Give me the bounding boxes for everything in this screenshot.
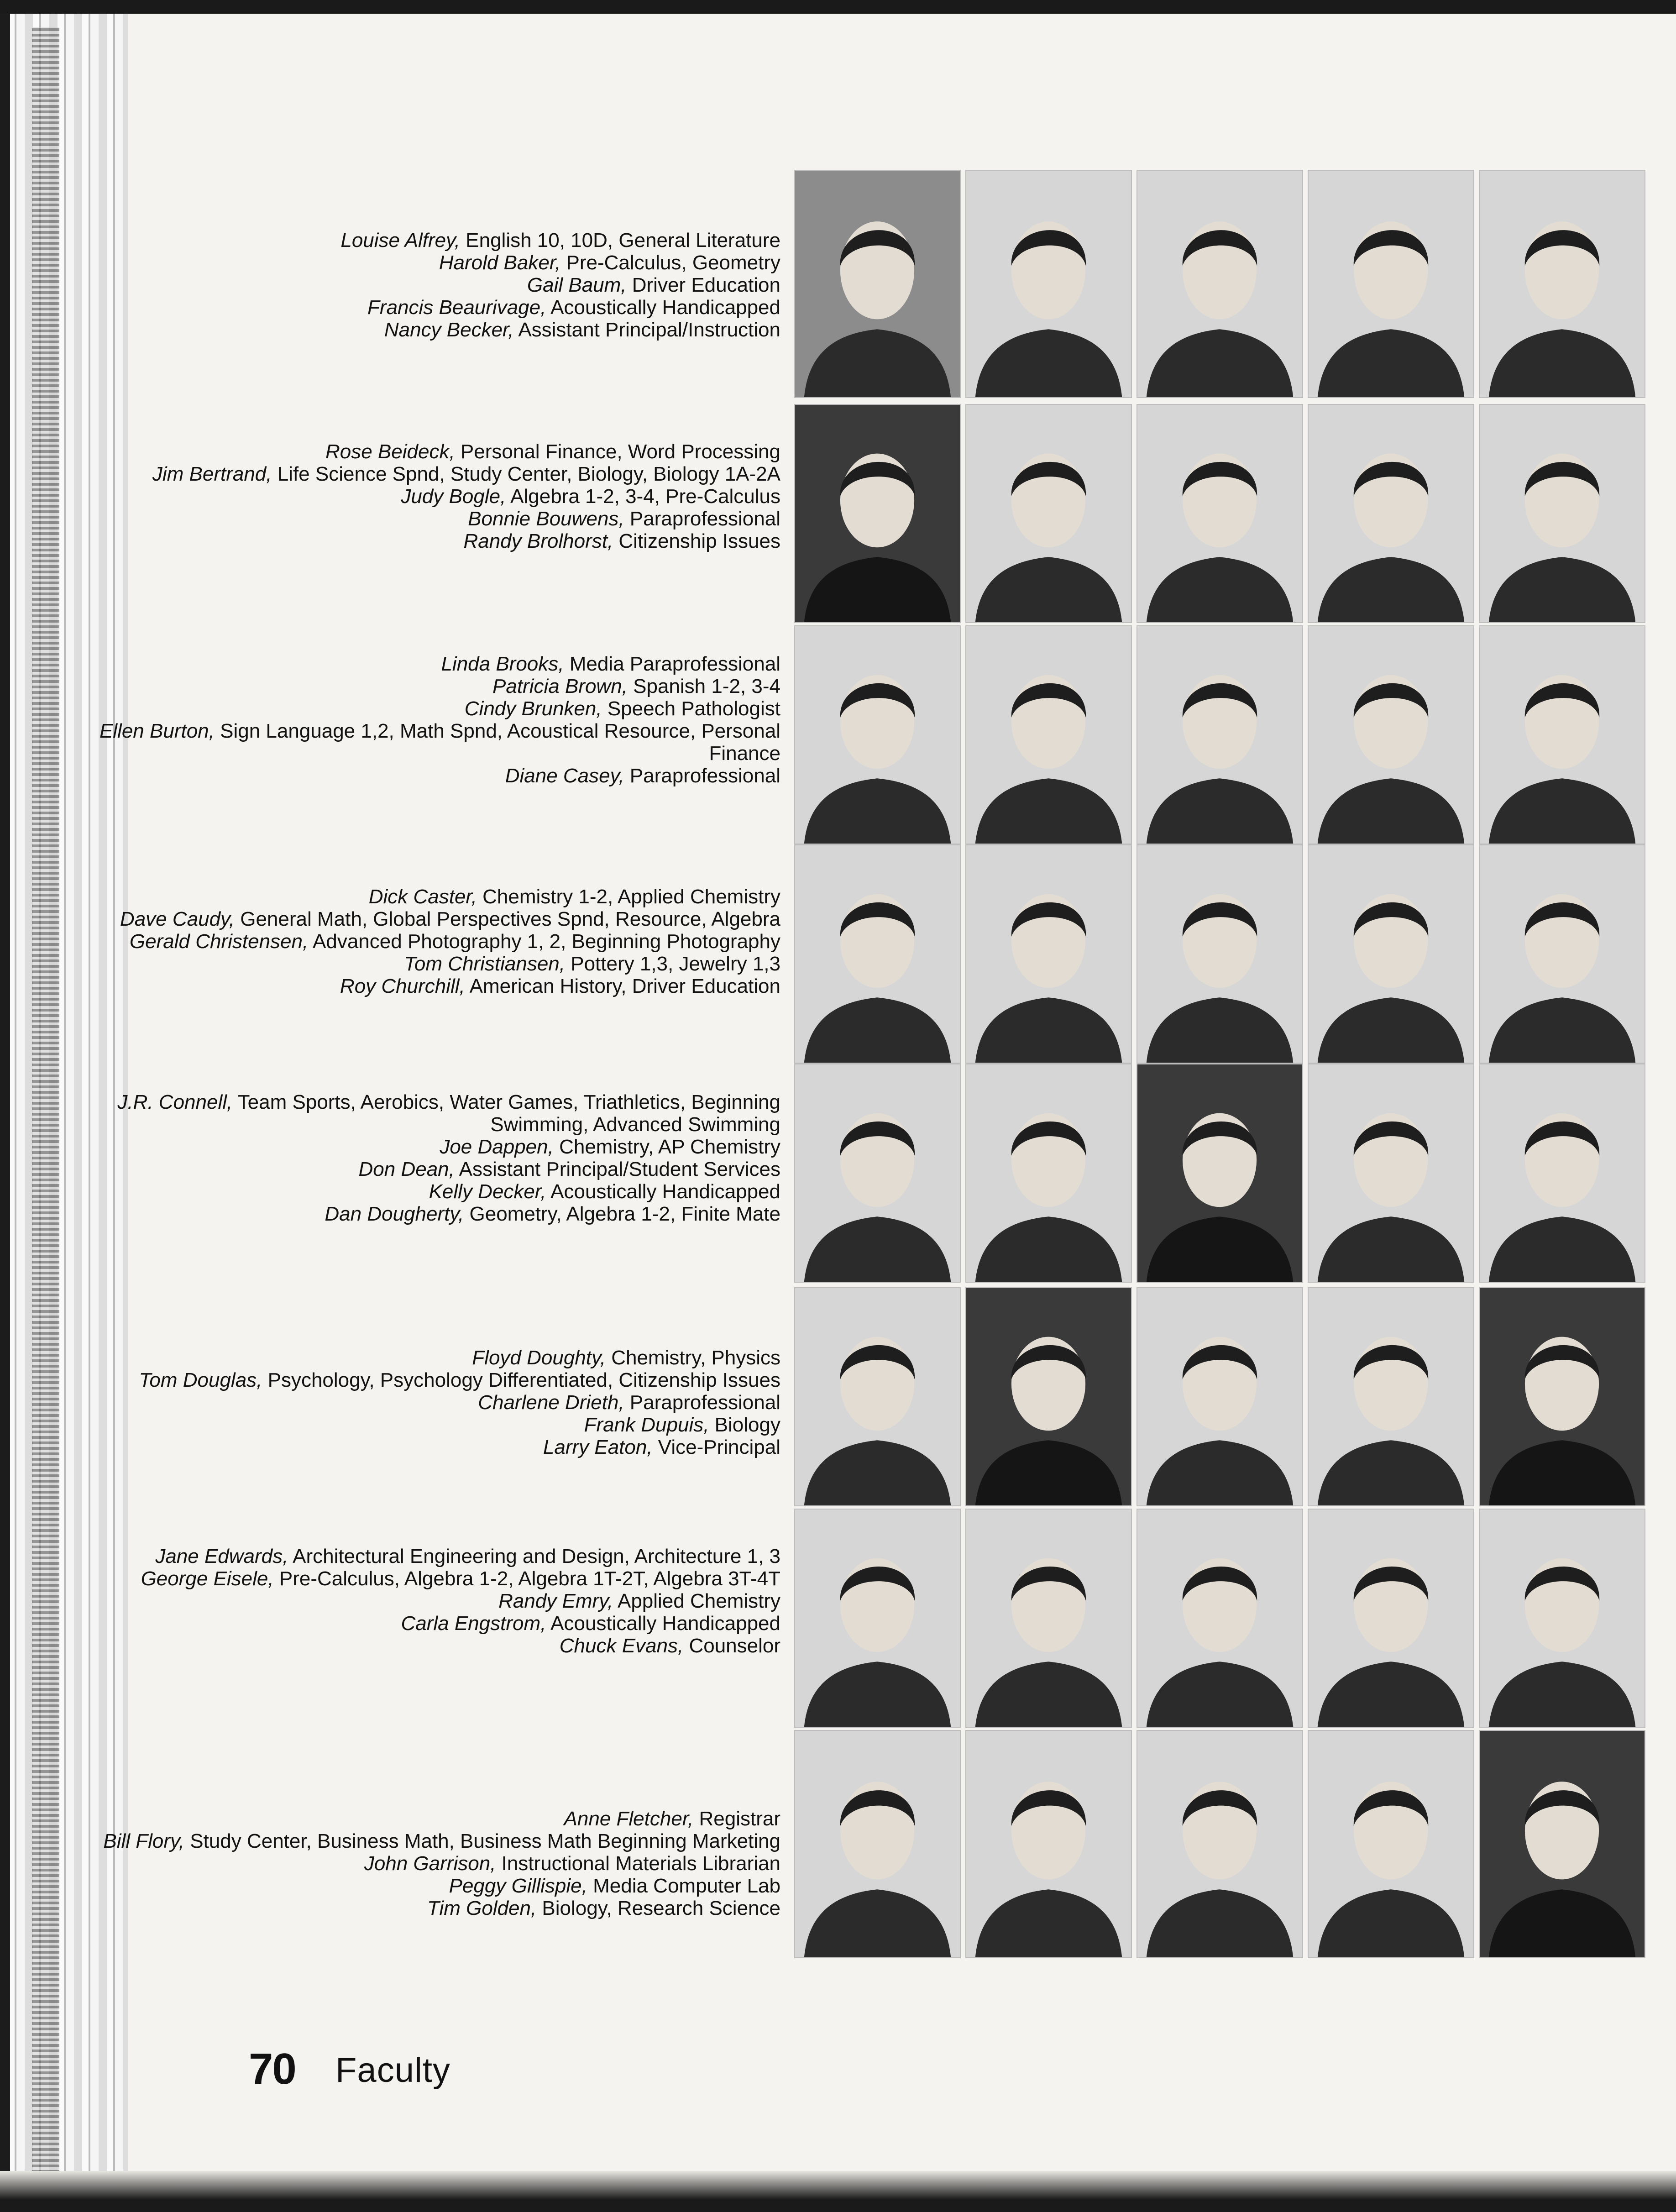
- portrait-photo: [1137, 1509, 1303, 1728]
- top-rule: [0, 0, 1676, 14]
- portrait-silhouette: [1309, 845, 1473, 1063]
- faculty-entry: [96, 1567, 780, 1590]
- portrait-photo: [794, 1064, 961, 1283]
- faculty-courses: Algebra 1-2, 3-4, Pre-Calculus: [506, 485, 780, 508]
- portrait-photo: [794, 625, 961, 844]
- faculty-entry: [96, 1590, 780, 1612]
- faculty-entry: [96, 229, 780, 252]
- portrait-silhouette: [966, 171, 1131, 397]
- faculty-entry: [96, 1436, 780, 1458]
- faculty-courses: Assistant Principal/Student Services: [454, 1158, 780, 1180]
- faculty-entry: [96, 252, 780, 274]
- portrait-photo: [1137, 1064, 1303, 1283]
- faculty-name: Charlene Drieth,: [478, 1391, 624, 1414]
- faculty-entry: [96, 1391, 780, 1414]
- faculty-courses: Study Center, Business Math, Business Math Beginning Marketing: [184, 1830, 780, 1852]
- portrait-silhouette: [966, 405, 1131, 622]
- portrait-photo: [794, 1287, 961, 1506]
- faculty-name: Joe Dappen,: [440, 1136, 554, 1158]
- faculty-courses: Vice-Principal: [652, 1436, 780, 1458]
- faculty-name: Dave Caudy,: [120, 908, 235, 930]
- faculty-row: [0, 625, 1676, 844]
- faculty-courses: Media Paraprofessional: [564, 653, 780, 675]
- faculty-name: Ellen Burton,: [99, 720, 215, 742]
- faculty-courses: Paraprofessional: [624, 1391, 780, 1414]
- faculty-courses: Acoustically Handicapped: [546, 1612, 780, 1635]
- faculty-name: Rose Beideck,: [325, 440, 455, 463]
- faculty-entry: [96, 653, 780, 675]
- faculty-entry: [96, 1635, 780, 1657]
- portrait-photo: [965, 1064, 1132, 1283]
- faculty-courses: Citizenship Issues: [613, 530, 780, 552]
- portrait-silhouette: [1480, 171, 1645, 397]
- portrait-silhouette: [795, 1731, 960, 1957]
- portrait-photo: [965, 404, 1132, 623]
- faculty-courses: Pre-Calculus, Algebra 1-2, Algebra 1T-2T, Algebra 3T-4T: [273, 1567, 780, 1590]
- portrait-photo: [1479, 404, 1645, 623]
- portrait-photo: [965, 1509, 1132, 1728]
- portrait-silhouette: [795, 171, 960, 397]
- faculty-entry: [96, 1369, 780, 1391]
- faculty-courses: Spanish 1-2, 3-4: [627, 675, 780, 697]
- faculty-courses: Psychology, Psychology Differentiated, Citizenship Issues: [262, 1369, 780, 1391]
- portrait-silhouette: [1309, 171, 1473, 397]
- portrait-photo: [1479, 1287, 1645, 1506]
- faculty-name: Gail Baum,: [527, 274, 627, 296]
- portrait-photo: [794, 170, 961, 398]
- portrait-photo: [1479, 844, 1645, 1064]
- faculty-courses: English 10, 10D, General Literature: [460, 229, 780, 252]
- faculty-caption: [96, 886, 780, 997]
- faculty-row: [0, 1064, 1676, 1283]
- faculty-entry: [96, 697, 780, 720]
- portrait-photo: [1308, 844, 1474, 1064]
- faculty-entry: [96, 1347, 780, 1369]
- faculty-courses: Media Computer Lab: [587, 1875, 780, 1897]
- faculty-name: George Eisele,: [141, 1567, 274, 1590]
- faculty-courses: Speech Pathologist: [602, 697, 780, 720]
- faculty-courses: Paraprofessional: [624, 765, 780, 787]
- faculty-entry: [96, 930, 780, 953]
- faculty-courses: Chemistry, AP Chemistry: [553, 1136, 780, 1158]
- faculty-courses: Advanced Photography 1, 2, Beginning Photography: [308, 930, 780, 953]
- faculty-name: Larry Eaton,: [543, 1436, 653, 1458]
- portrait-photo: [1137, 404, 1303, 623]
- faculty-courses: Personal Finance, Word Processing: [455, 440, 780, 463]
- portrait-photo: [1479, 1509, 1645, 1728]
- faculty-courses: Pre-Calculus, Geometry: [560, 252, 780, 274]
- portrait-silhouette: [795, 845, 960, 1063]
- faculty-name: Jim Bertrand,: [152, 463, 272, 485]
- portrait-photo: [965, 1730, 1132, 1958]
- portrait-silhouette: [1137, 171, 1302, 397]
- faculty-name: Roy Churchill,: [340, 975, 465, 997]
- faculty-name: Tom Christiansen,: [404, 953, 565, 975]
- portrait-silhouette: [795, 626, 960, 844]
- faculty-entry: [96, 1136, 780, 1158]
- faculty-courses: Chemistry 1-2, Applied Chemistry: [477, 886, 780, 908]
- faculty-caption: [96, 440, 780, 552]
- portrait-photo: [1479, 170, 1645, 398]
- portrait-silhouette: [1480, 405, 1645, 622]
- faculty-name: John Garrison,: [364, 1852, 496, 1875]
- faculty-name: Linda Brooks,: [441, 653, 564, 675]
- portrait-photo: [794, 1509, 961, 1728]
- faculty-row: [0, 844, 1676, 1064]
- faculty-name: Gerald Christensen,: [129, 930, 309, 953]
- portrait-silhouette: [1137, 1731, 1302, 1957]
- faculty-caption: [96, 1347, 780, 1458]
- portrait-photo: [1479, 625, 1645, 844]
- faculty-name: Louise Alfrey,: [340, 229, 461, 252]
- portrait-silhouette: [1480, 1510, 1645, 1727]
- faculty-entry: [96, 1852, 780, 1875]
- portrait-silhouette: [1309, 626, 1473, 844]
- faculty-courses: Applied Chemistry: [613, 1590, 780, 1612]
- faculty-name: Harold Baker,: [439, 252, 561, 274]
- faculty-caption: [96, 1091, 780, 1225]
- faculty-entry: [96, 953, 780, 975]
- portrait-photo: [1308, 1287, 1474, 1506]
- faculty-entry: [96, 675, 780, 697]
- faculty-entry: [96, 720, 780, 765]
- portrait-silhouette: [1137, 1064, 1302, 1282]
- portrait-silhouette: [966, 626, 1131, 844]
- faculty-courses: Assistant Principal/Instruction: [513, 319, 780, 341]
- faculty-entry: [96, 886, 780, 908]
- faculty-row: [0, 1730, 1676, 1958]
- faculty-entry: [96, 508, 780, 530]
- portrait-silhouette: [966, 1064, 1131, 1282]
- portrait-silhouette: [1137, 845, 1302, 1063]
- faculty-entry: [96, 1830, 780, 1852]
- faculty-entry: [96, 1808, 780, 1830]
- faculty-courses: General Math, Global Perspectives Spnd, Resource, Algebra: [235, 908, 780, 930]
- faculty-name: Dan Dougherty,: [325, 1203, 464, 1225]
- faculty-entry: [96, 1180, 780, 1203]
- faculty-name: Judy Bogle,: [401, 485, 506, 508]
- portrait-photo: [1137, 1730, 1303, 1958]
- faculty-entry: [96, 440, 780, 463]
- portrait-photo: [1308, 1064, 1474, 1283]
- portrait-photo: [1137, 1287, 1303, 1506]
- portrait-silhouette: [1480, 626, 1645, 844]
- faculty-courses: Team Sports, Aerobics, Water Games, Triathletics, Beginning Swimming, Advanced Swimming: [232, 1091, 780, 1136]
- faculty-name: Jane Edwards,: [155, 1545, 288, 1567]
- faculty-name: Kelly Decker,: [429, 1180, 546, 1203]
- faculty-courses: Counselor: [683, 1635, 780, 1657]
- faculty-courses: Pottery 1,3, Jewelry 1,3: [565, 953, 780, 975]
- portrait-silhouette: [1480, 1731, 1645, 1957]
- faculty-entry: [96, 765, 780, 787]
- portrait-photo: [1308, 170, 1474, 398]
- faculty-name: J.R. Connell,: [117, 1091, 233, 1113]
- portrait-photo: [794, 844, 961, 1064]
- faculty-courses: Life Science Spnd, Study Center, Biology, Biology 1A-2A: [272, 463, 780, 485]
- portrait-photo: [794, 1730, 961, 1958]
- faculty-entry: [96, 485, 780, 508]
- faculty-entry: [96, 296, 780, 319]
- portrait-silhouette: [1137, 1510, 1302, 1727]
- faculty-entry: [96, 908, 780, 930]
- faculty-row: [0, 404, 1676, 623]
- faculty-entry: [96, 1612, 780, 1635]
- faculty-entry: [96, 1875, 780, 1897]
- faculty-courses: Biology: [709, 1414, 780, 1436]
- faculty-name: Diane Casey,: [505, 765, 624, 787]
- faculty-entry: [96, 1091, 780, 1136]
- portrait-photo: [965, 844, 1132, 1064]
- portrait-silhouette: [966, 1731, 1131, 1957]
- faculty-name: Cindy Brunken,: [464, 697, 602, 720]
- portrait-photo: [1308, 1509, 1474, 1728]
- faculty-entry: [96, 319, 780, 341]
- faculty-name: Randy Emry,: [498, 1590, 613, 1612]
- portrait-silhouette: [795, 1064, 960, 1282]
- portrait-photo: [1479, 1730, 1645, 1958]
- faculty-courses: Acoustically Handicapped: [546, 296, 780, 319]
- portrait-photo: [965, 170, 1132, 398]
- faculty-entry: [96, 1158, 780, 1180]
- faculty-entry: [96, 1414, 780, 1436]
- portrait-silhouette: [1309, 405, 1473, 622]
- faculty-entry: [96, 975, 780, 997]
- faculty-name: Nancy Becker,: [384, 319, 514, 341]
- portrait-photo: [1137, 170, 1303, 398]
- faculty-courses: Geometry, Algebra 1-2, Finite Mate: [464, 1203, 780, 1225]
- portrait-photo: [1308, 625, 1474, 844]
- faculty-courses: Instructional Materials Librarian: [496, 1852, 780, 1875]
- faculty-entry: [96, 530, 780, 552]
- portrait-silhouette: [795, 1510, 960, 1727]
- portrait-silhouette: [795, 1288, 960, 1505]
- page-number: 70: [249, 2044, 296, 2093]
- faculty-entry: [96, 274, 780, 296]
- portrait-photo: [1479, 1064, 1645, 1283]
- faculty-courses: Architectural Engineering and Design, Architecture 1, 3: [288, 1545, 780, 1567]
- faculty-name: Bonnie Bouwens,: [468, 508, 624, 530]
- faculty-courses: Registrar: [693, 1808, 780, 1830]
- faculty-row: [0, 170, 1676, 398]
- faculty-name: Tom Douglas,: [139, 1369, 262, 1391]
- faculty-name: Peggy Gillispie,: [449, 1875, 587, 1897]
- faculty-name: Don Dean,: [358, 1158, 455, 1180]
- faculty-entry: [96, 1545, 780, 1567]
- portrait-silhouette: [1309, 1731, 1473, 1957]
- faculty-name: Bill Flory,: [103, 1830, 184, 1852]
- portrait-photo: [965, 1287, 1132, 1506]
- faculty-courses: Chemistry, Physics: [605, 1347, 780, 1369]
- faculty-row: [0, 1287, 1676, 1506]
- portrait-silhouette: [1309, 1064, 1473, 1282]
- faculty-courses: Sign Language 1,2, Math Spnd, Acoustical Resource, Personal Finance: [214, 720, 780, 765]
- faculty-name: Frank Dupuis,: [584, 1414, 709, 1436]
- faculty-courses: Paraprofessional: [624, 508, 780, 530]
- bottom-band: [0, 2171, 1676, 2212]
- section-label: Faculty: [335, 2051, 450, 2090]
- portrait-silhouette: [795, 405, 960, 622]
- faculty-courses: Driver Education: [626, 274, 780, 296]
- portrait-silhouette: [966, 1288, 1131, 1505]
- portrait-photo: [1308, 1730, 1474, 1958]
- faculty-caption: [96, 1545, 780, 1657]
- faculty-courses: American History, Driver Education: [465, 975, 780, 997]
- faculty-entry: [96, 1203, 780, 1225]
- faculty-entry: [96, 1897, 780, 1919]
- faculty-name: Floyd Doughty,: [472, 1347, 606, 1369]
- portrait-silhouette: [1309, 1510, 1473, 1727]
- portrait-photo: [1308, 404, 1474, 623]
- faculty-name: Patricia Brown,: [492, 675, 628, 697]
- portrait-silhouette: [966, 1510, 1131, 1727]
- portrait-photo: [794, 404, 961, 623]
- faculty-caption: [96, 653, 780, 787]
- faculty-name: Chuck Evans,: [559, 1635, 684, 1657]
- portrait-photo: [965, 625, 1132, 844]
- faculty-courses: Acoustically Handicapped: [546, 1180, 780, 1203]
- portrait-photo: [1137, 625, 1303, 844]
- faculty-name: Francis Beaurivage,: [367, 296, 546, 319]
- faculty-caption: [96, 229, 780, 341]
- faculty-entry: [96, 463, 780, 485]
- faculty-name: Carla Engstrom,: [401, 1612, 546, 1635]
- portrait-silhouette: [1309, 1288, 1473, 1505]
- portrait-silhouette: [1137, 626, 1302, 844]
- portrait-silhouette: [1137, 405, 1302, 622]
- portrait-photo: [1137, 844, 1303, 1064]
- faculty-name: Randy Brolhorst,: [463, 530, 613, 552]
- faculty-name: Dick Caster,: [368, 886, 477, 908]
- faculty-caption: [96, 1808, 780, 1919]
- portrait-silhouette: [1480, 845, 1645, 1063]
- faculty-name: Tim Golden,: [427, 1897, 537, 1919]
- portrait-silhouette: [1137, 1288, 1302, 1505]
- portrait-silhouette: [966, 845, 1131, 1063]
- faculty-row: [0, 1509, 1676, 1728]
- portrait-silhouette: [1480, 1064, 1645, 1282]
- faculty-name: Anne Fletcher,: [564, 1808, 694, 1830]
- faculty-courses: Biology, Research Science: [536, 1897, 780, 1919]
- portrait-silhouette: [1480, 1288, 1645, 1505]
